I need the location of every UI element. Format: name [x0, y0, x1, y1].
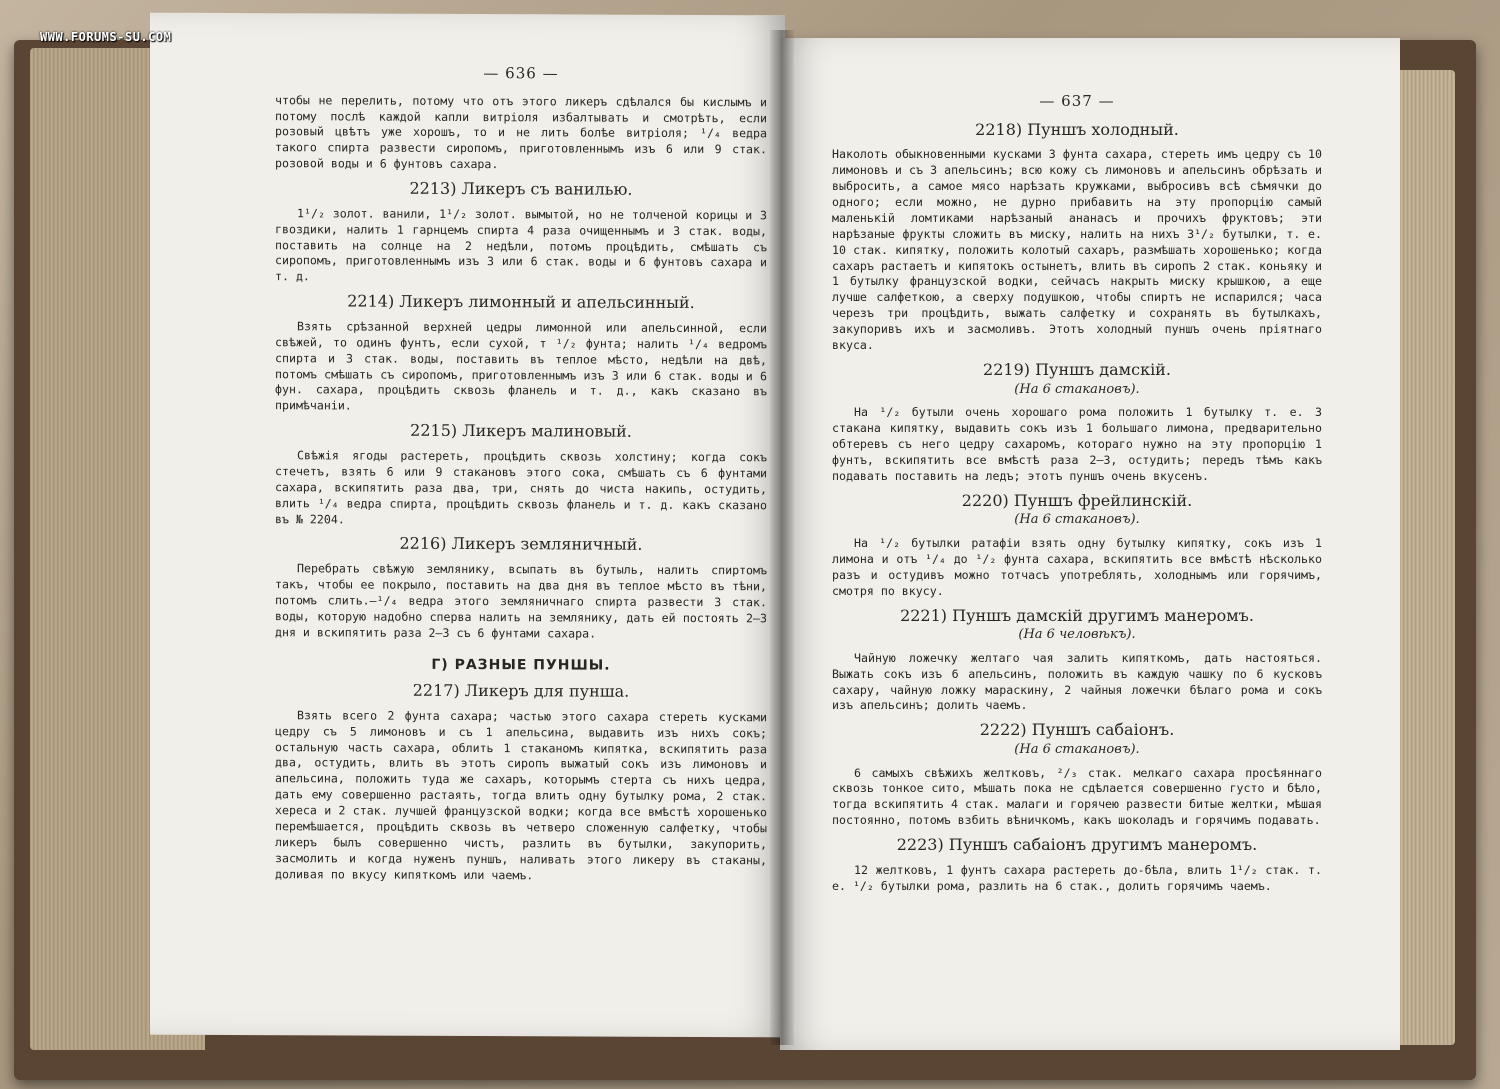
paragraph: Взять срѣзанной верхней цедры лимонной или апельсинной, если свѣжей, то одинъ фунтъ, если сухой, т ¹/₂ фунта; налить ¹/₄ ведромъ спирта и 3 стак. воды, поставить въ теплое мѣсто, недѣли на двѣ, потомъ смѣшать съ сиропомъ, приготовленнымъ изъ 3 или 6 стак. воды и 6 фун. сахара, процѣдить сквозь фланель и т. д., какъ сказано въ примѣчаніи.: [275, 319, 767, 413]
paragraph: Взять всего 2 фунта сахара; частью этого сахара стереть кусками цедру съ 5 лимоновъ и съ 1 апельсина, выдавить изъ нихъ сокъ; остальную часть сахара, облить 1 стаканомъ кипятка, вскипятить раза два, остудить, влить въ этотъ сиропъ выжатый сокъ изъ лимоновъ и апельсина, положить туда же сахаръ, которымъ стерта съ нихъ цедра, дать ему совершенно растаять, тогда влить одну бутылку рома, 2 стак. хереса и 2 стак. лучшей французской водки; когда все вмѣстѣ хорошенько перемѣшается, процѣдить сквозь въ четверо сложенную салфетку, чтобы ликеръ былъ совершенно чистъ, разлить въ бутылки, закупорить, засмолить и когда нуженъ пуншъ, наливать этого ликеру въ стаканы, доливая по вкусу кипяткомъ или чаемъ.: [275, 707, 767, 883]
recipe-heading: 2219) Пуншъ дамскій.: [983, 359, 1171, 379]
left-page: [150, 13, 785, 1038]
paragraph: 1¹/₂ золот. ванили, 1¹/₂ золот. вымытой, но не толченой корицы и 3 гвоздики, налить 1 гарнцемъ спирта 4 раза очищеннымъ и 3 стак. воды, поставить на солнце на 2 недѣли, потомъ процѣдить, смѣшать съ сиропомъ, приготовленнымъ изъ 3 или 6 стак. воды и 6 фунтовъ сахара и т. д.: [275, 205, 767, 284]
recipe-heading: 2215) Ликеръ малиновый.: [410, 421, 632, 441]
recipe-subheading: (На 6 стакановъ).: [1014, 741, 1140, 757]
watermark-text: WWW.FORUMS-SU.COM: [40, 30, 172, 44]
paragraph: Свѣжія ягоды растереть, процѣдить сквозь холстину; когда сокъ стечетъ, взять 6 или 9 стакановъ этого сока, смѣшать съ 6 фунтами сахара, вскипятить раза два, три, снять до чиста накипь, остудить, влить ¹/₄ ведра спирта, процѣдить сквозь фланель и т. д. какъ сказано въ № 2204.: [275, 448, 767, 526]
paragraph: На ¹/₂ бутылки ратафіи взять одну бутылку кипятку, сокъ изъ 1 лимона и отъ ¹/₄ до ¹/₂ фунта сахара, вскипятить все вмѣстѣ нѣсколько разъ и остудивъ можно тотчасъ употреблять, холоднымъ или горячимъ, смотря по вкусу.: [832, 535, 1322, 598]
recipe-heading: 2221) Пуншъ дамскій другимъ манеромъ.: [900, 605, 1254, 625]
paragraph: Наколоть обыкновенными кусками 3 фунта сахара, стереть имъ цедру съ 10 лимоновъ и съ 3 апельсинъ; всю кожу съ лимоновъ и апельсинъ обрѣзать и выбросить, а самое мясо нарѣзать кружками, выбросивъ всѣ сѣмячки до одного; если можно, не дурно прибавить на эту пропорцію самый маленькій ломтиками нарѣзаный ананасъ и прочихъ фруктовъ; эти нарѣзаные фрукты сложить въ миску, налить на нихъ 3¹/₂ бутылки, т. е. 10 стак. кипятку, положить колотый сахаръ, размѣшать хорошенько; когда сахаръ растаетъ и кипятокъ остынетъ, влить въ сиропъ 2 стак. коньяку и 1 бутылку французской водки, сейчасъ накрыть миску крышкою, а еще лучше салфеткою, а сверху подушкою, чтобы спиртъ не испарился; часа черезъ три процѣдить, выжать салфетку и сохранять въ бутылкахъ, закупоривъ ихъ и засмоливъ. Этотъ холодный пуншъ очень пріятнаго вкуса.: [832, 147, 1322, 353]
page-number: — 636 —: [483, 64, 559, 83]
right-page-content: [832, 94, 1322, 903]
paragraph: чтобы не перелить, потому что отъ этого ликеръ сдѣлался бы кислымъ и потому послѣ каждой капли витріоля избалтывать и смотрѣть, если розовый цвѣтъ уже хорошъ, то и не лить болѣе витріоля; ¹/₄ ведра такого спирта развести сиропомъ, приготовленнымъ изъ 6 или 9 стак. розовой воды и 6 фунтовъ сахара.: [275, 92, 767, 172]
paragraph: Чайную ложечку желтаго чая залить кипяткомъ, дать настояться. Выжать сокъ изъ 6 апельсинъ, положить въ каждую чашку по 6 кусковъ сахару, чайную ложку мараскину, 2 чайныя ложечки бѣлаго рома и сокъ изъ апельсинъ; долить чаемъ.: [832, 650, 1322, 713]
recipe-heading: 2220) Пуншъ фрейлинскій.: [961, 490, 1193, 510]
recipe-subheading: (На 6 человѣкъ).: [1018, 627, 1136, 643]
recipe-heading: 2222) Пуншъ сабаіонъ.: [979, 720, 1175, 740]
book-spine-shadow: [770, 30, 794, 1045]
left-page-content: [275, 65, 767, 893]
right-page: [780, 38, 1400, 1050]
paragraph: 6 самыхъ свѣжихъ желтковъ, ²/₃ стак. мелкаго сахара просѣяннаго сквозь тонкое сито, мѣшать пока не сдѣлается совершенно густо и бѣло, тогда вскипятить 4 стак. малаги и горячею развести битые желтки, мѣшая постоянно, потомъ взбить вѣничкомъ, какъ шоколадъ и горячимъ подавать.: [832, 765, 1322, 828]
paragraph: 12 желтковъ, 1 фунтъ сахара растереть до-бѣла, влить 1¹/₂ стак. т. е. ¹/₂ бутылки рома, разлить на 6 стак., долить горячимъ чаемъ.: [832, 862, 1322, 893]
recipe-heading: 2218) Пуншъ холодный.: [975, 119, 1179, 139]
recipe-heading: 2216) Ликеръ земляничный.: [399, 534, 643, 555]
page-number: — 637 —: [1039, 92, 1115, 110]
recipe-heading: 2214) Ликеръ лимонный и апельсинный.: [347, 291, 695, 313]
recipe-subheading: (На 6 стакановъ).: [1014, 512, 1140, 528]
paragraph: Перебрать свѣжую землянику, всыпать въ бутыль, налить спиртомъ такъ, чтобы ее покрыло, поставить на два дня въ теплое мѣсто въ тѣни, потомъ слить.—¹/₄ ведра этого земляничнаго спирта развести 3 стак. воды, которую надобно сперва налить на землянику, дать ей постоять 2—3 дня и вскипятить раза 2—3 съ 6 фунтами сахара.: [275, 561, 767, 641]
recipe-subheading: (На 6 стакановъ).: [1014, 381, 1140, 397]
recipe-heading: 2223) Пуншъ сабаіонъ другимъ манеромъ.: [896, 835, 1258, 855]
recipe-heading: 2217) Ликеръ для пунша.: [412, 680, 630, 701]
paragraph: На ¹/₂ бутыли очень хорошаго рома положить 1 бутылку т. е. 3 стакана кипятку, выдавить сокъ изъ 1 большаго лимона, предварительно обтеревъ съ него цедру сахаромъ, котораго нужно на эту пропорцію 1 фунтъ, вскипятить все вмѣстѣ раза 2—3, остудить; передъ тѣмъ какъ подавать поставить на ледъ; этотъ пуншъ очень вкусенъ.: [832, 405, 1322, 483]
section-heading: Г) РАЗНЫЕ ПУНШЫ.: [431, 656, 611, 674]
recipe-heading: 2213) Ликеръ съ ванилью.: [409, 178, 633, 199]
